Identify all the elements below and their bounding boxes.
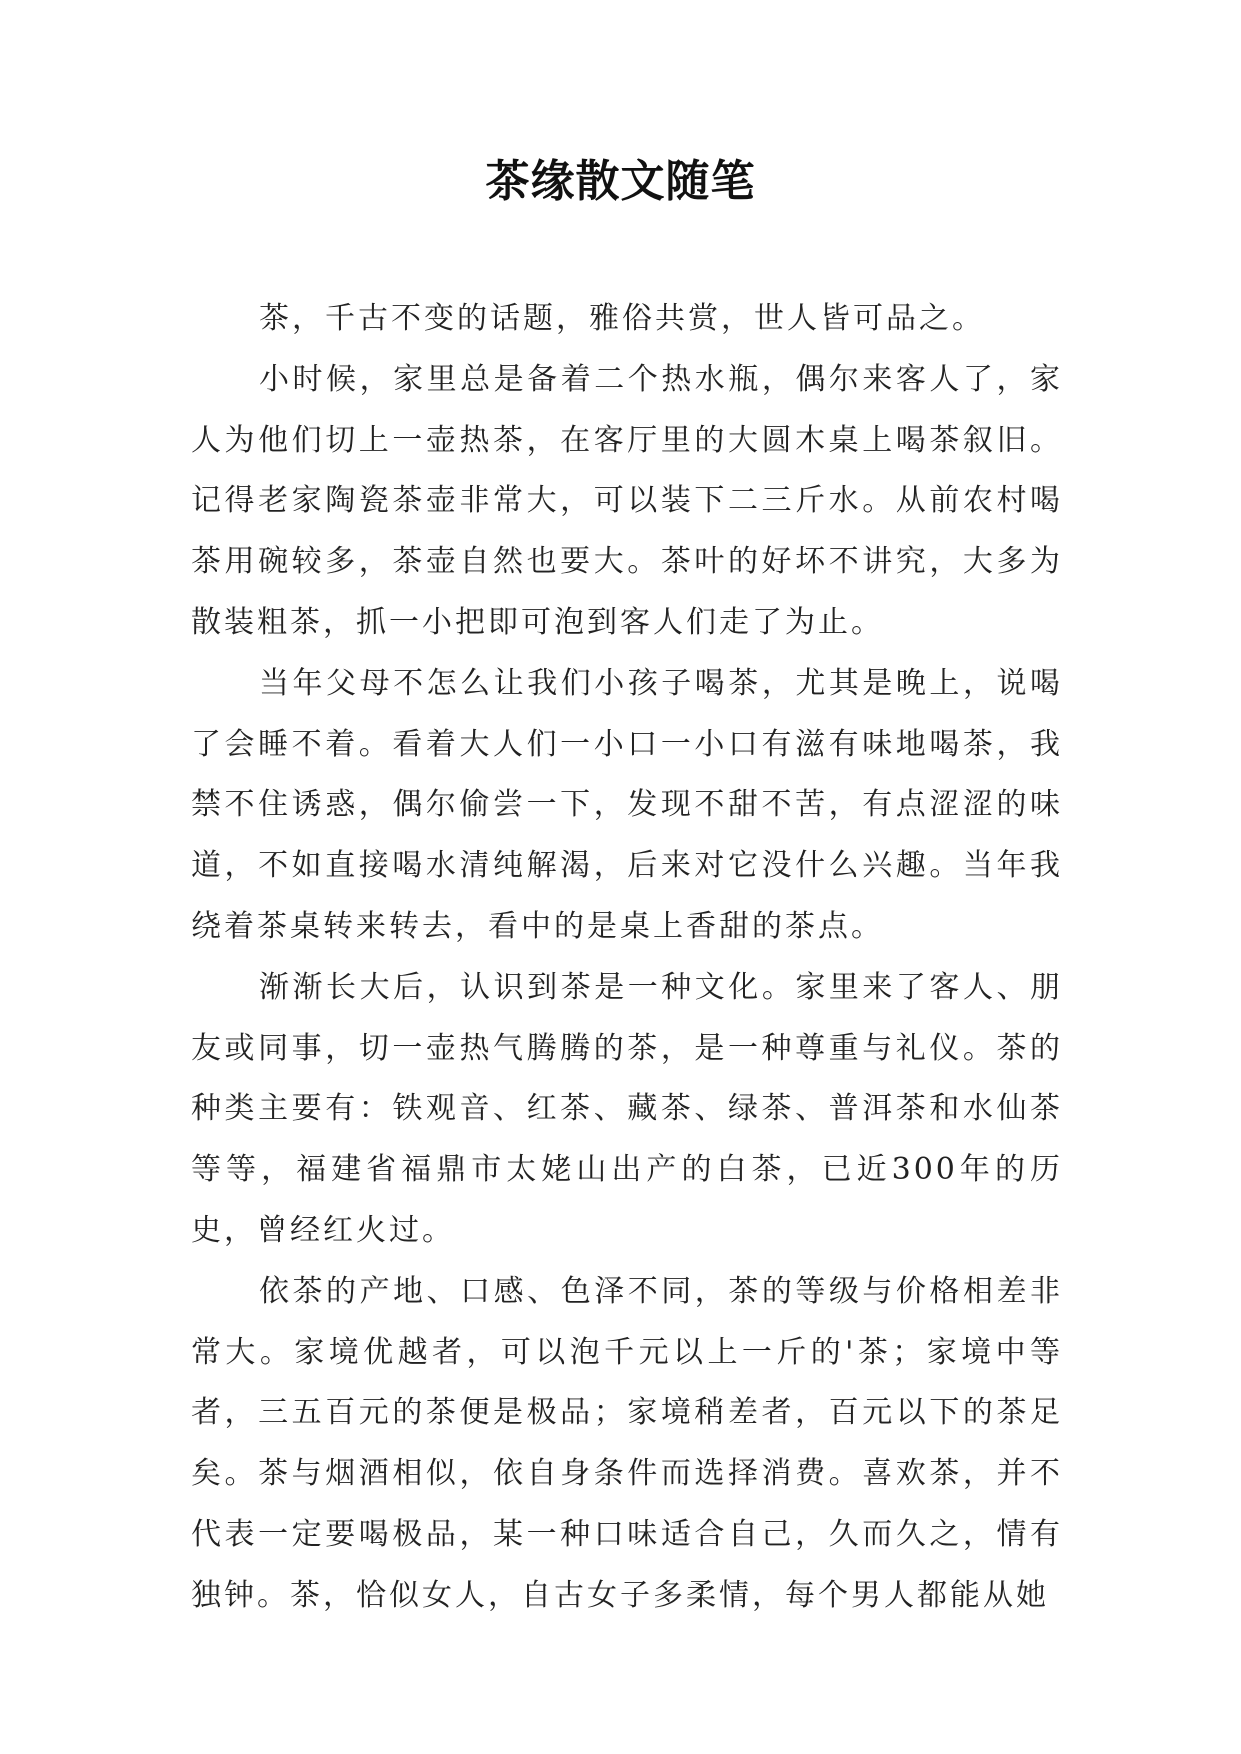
- paragraph-2: 小时候，家里总是备着二个热水瓶，偶尔来客人了，家人为他们切上一壶热茶，在客厅里的大圆木桌上喝茶叙旧。记得老家陶瓷茶壶非常大，可以装下二三斤水。从前农村喝茶用碗较多，茶壶自然也要大。茶叶的好坏不讲究，大多为散装粗茶，抓一小把即可泡到客人们走了为止。: [191, 361, 1063, 640]
- paragraph-3: 当年父母不怎么让我们小孩子喝茶，尤其是晚上，说喝了会睡不着。看着大人们一小口一小口有滋有味地喝茶，我禁不住诱惑，偶尔偷尝一下，发现不甜不苦，有点涩涩的味道，不如直接喝水清纯解渴，后来对它没什么兴趣。当年我绕着茶桌转来转去，看中的是桌上香甜的茶点。: [191, 665, 1063, 944]
- document-body: [191, 289, 1063, 1627]
- document-title: 茶缘散文随笔: [485, 156, 756, 207]
- paragraph-4: 渐渐长大后，认识到茶是一种文化。家里来了客人、朋友或同事，切一壶热气腾腾的茶，是一种尊重与礼仪。茶的种类主要有：铁观音、红茶、藏茶、绿茶、普洱茶和水仙茶等等，福建省福鼎市太姥山出产的白茶，已近300年的历史，曾经红火过。: [191, 969, 1063, 1248]
- paragraph-1: 茶，千古不变的话题，雅俗共赏，世人皆可品之。: [259, 301, 985, 336]
- paragraph-5: 依茶的产地、口感、色泽不同，茶的等级与价格相差非常大。家境优越者，可以泡千元以上一斤的'茶；家境中等者，三五百元的茶便是极品；家境稍差者，百元以下的茶足矣。茶与烟酒相似，依自身条件而选择消费。喜欢茶，并不代表一定要喝极品，某一种口味适合自己，久而久之，情有独钟。茶，恰似女人，自古女子多柔情，每个男人都能从她: [191, 1273, 1063, 1613]
